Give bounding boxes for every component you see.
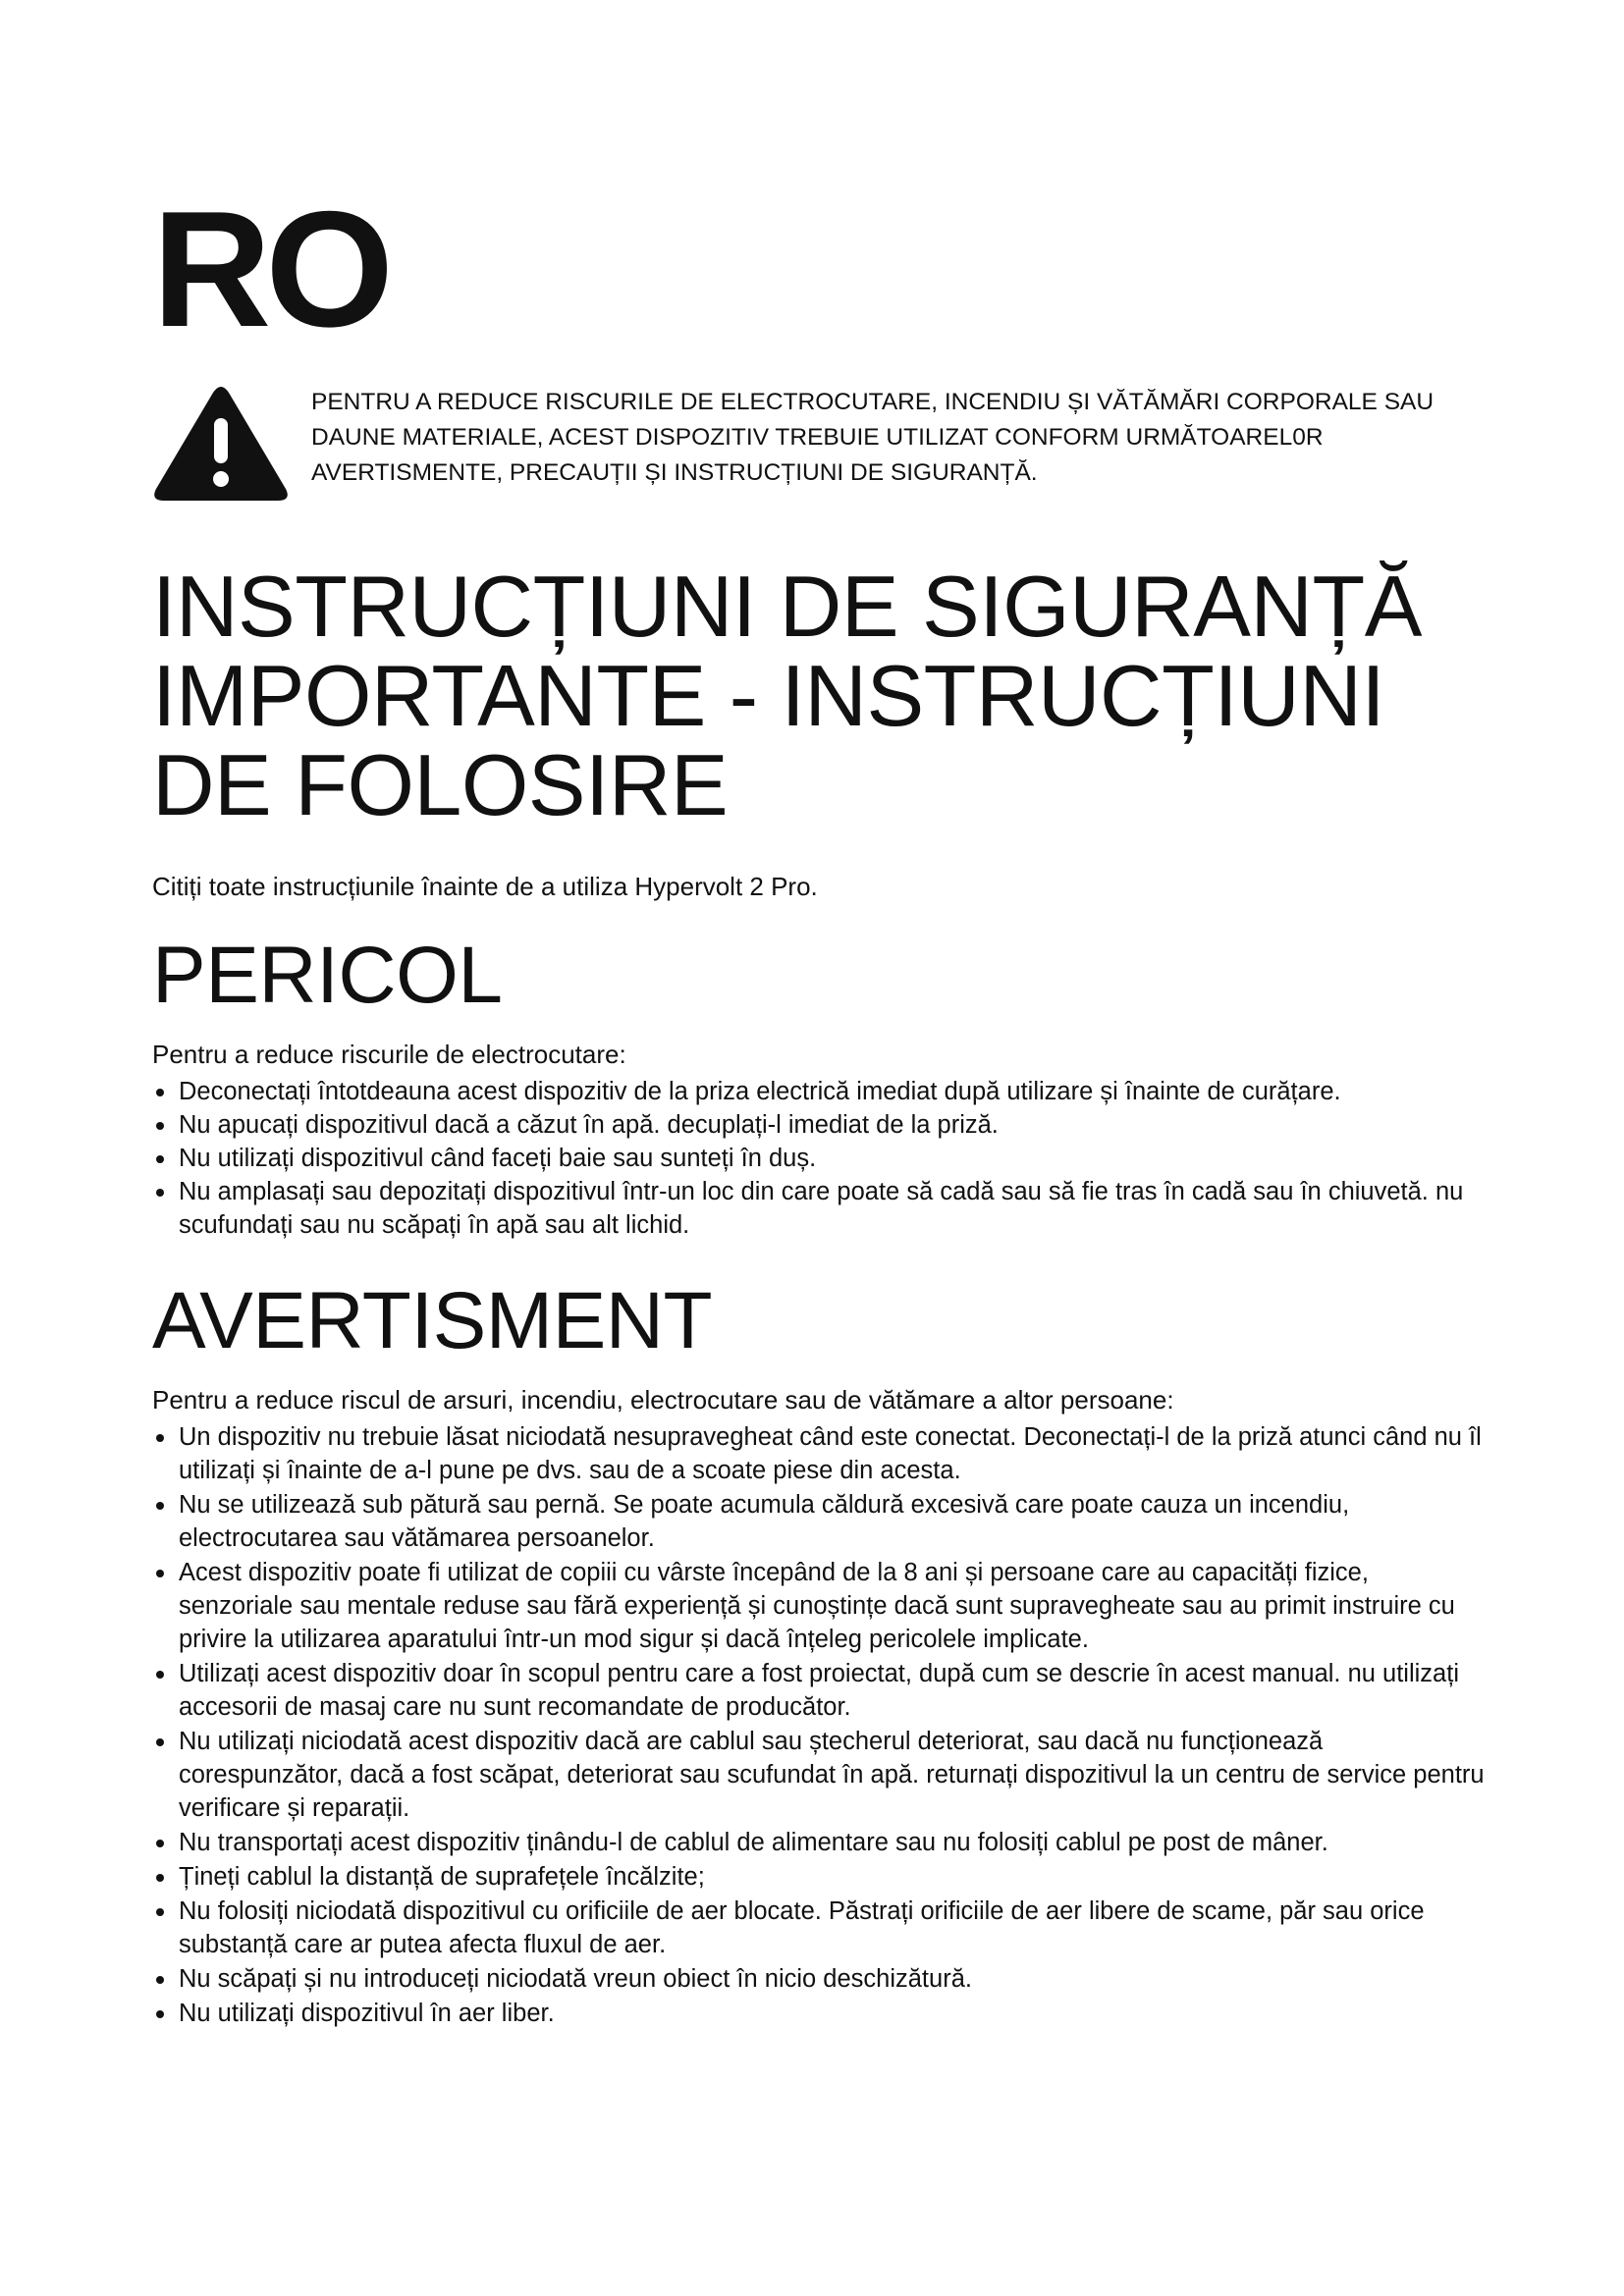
danger-section: [152, 931, 1488, 1242]
list-item: Nu utilizați dispozitivul în aer liber.: [152, 1997, 1488, 2030]
list-item: Nu apucați dispozitivul dacă a căzut în apă. decuplați-l imediat de la priză.: [152, 1108, 1488, 1142]
language-code: RO: [152, 177, 388, 361]
warning-text: PENTRU A REDUCE RISCURILE DE ELECTROCUTARE, INCENDIU ȘI VĂTĂMĂRI CORPORALE SAU DAUNE MATERIALE, ACEST DISPOZITIV TREBUIE UTILIZAT CONFORM URMĂTOAREL0R AVERTISMENTE, PRECAUȚII ȘI INSTRUCȚIUNI DE SIGURANȚĂ.: [311, 389, 1435, 486]
list-item: Nu se utilizează sub pătură sau pernă. Se poate acumula căldură excesivă care poate cauza un incendiu, electrocutarea sau vătămarea persoanelor.: [152, 1488, 1488, 1555]
list-item: Nu folosiți niciodată dispozitivul cu orificiile de aer blocate. Păstrați orificiile de aer libere de scame, păr sau orice substanță care ar putea afecta fluxul de aer.: [152, 1895, 1488, 1961]
list-item: Un dispozitiv nu trebuie lăsat niciodată nesupravegheat când este conectat. Deconectați-l de la priză atunci când nu îl utilizați și înainte de a-l pune pe dvs. sau de a scoate piese din acesta.: [152, 1420, 1488, 1487]
warning-lead: Pentru a reduce riscul de arsuri, incendiu, electrocutare sau de vătămare a altor persoane:: [152, 1385, 1174, 1415]
list-item: Deconectați întotdeauna acest dispozitiv de la priza electrică imediat după utilizare și înainte de curățare.: [152, 1075, 1488, 1108]
warning-list: [152, 1420, 1488, 2030]
danger-title: PERICOL: [152, 931, 503, 1020]
list-item: Nu scăpați și nu introduceți niciodată vreun obiect în nicio deschizătură.: [152, 1962, 1488, 1996]
danger-lead: Pentru a reduce riscurile de electrocutare:: [152, 1040, 626, 1069]
list-item: Țineți cablul la distanță de suprafețele încălzite;: [152, 1860, 1488, 1894]
list-item: Nu utilizați niciodată acest dispozitiv dacă are cablul sau ștecherul deteriorat, sau dacă nu funcționează corespunzător, dacă a fost scăpat, deteriorat sau scufundat în apă. returnați dispozitivul la un centru de service pentru verificare și reparații.: [152, 1725, 1488, 1825]
warning-title: AVERTISMENT: [152, 1276, 713, 1365]
list-item: Acest dispozitiv poate fi utilizat de copiii cu vârste începând de la 8 ani și persoane care au capacități fizice, senzoriale sau mentale reduse sau fără experiență și cunoștințe dacă sunt supravegheate sau au primit instruire cu privire la utilizarea aparatului într-un mod sigur și dacă înțeleg pericolele implicate.: [152, 1556, 1488, 1656]
warning-section: [152, 1276, 1488, 2030]
warning-triangle-icon: [152, 383, 290, 505]
list-item: Nu utilizați dispozitivul când faceți baie sau sunteți în duș.: [152, 1142, 1488, 1175]
intro-text: Citiți toate instrucțiunile înainte de a utiliza Hypervolt 2 Pro.: [152, 872, 818, 901]
list-item: Nu transportați acest dispozitiv ținându-l de cablul de alimentare sau nu folosiți cablul pe post de mâner.: [152, 1826, 1488, 1859]
warning-block: [152, 385, 1488, 505]
main-title: INSTRUCȚIUNI DE SIGURANȚĂ IMPORTANTE - INSTRUCȚIUNI DE FOLOSIRE: [152, 558, 1422, 833]
manual-page: [152, 177, 1488, 2031]
list-item: Nu amplasați sau depozitați dispozitivul într-un loc din care poate să cadă sau să fie tras în cadă sau în chiuvetă. nu scufundați sau nu scăpați în apă sau alt lichid.: [152, 1175, 1488, 1242]
danger-list: [152, 1075, 1488, 1242]
list-item: Utilizați acest dispozitiv doar în scopul pentru care a fost proiectat, după cum se descrie în acest manual. nu utilizați accesorii de masaj care nu sunt recomandate de producător.: [152, 1657, 1488, 1724]
